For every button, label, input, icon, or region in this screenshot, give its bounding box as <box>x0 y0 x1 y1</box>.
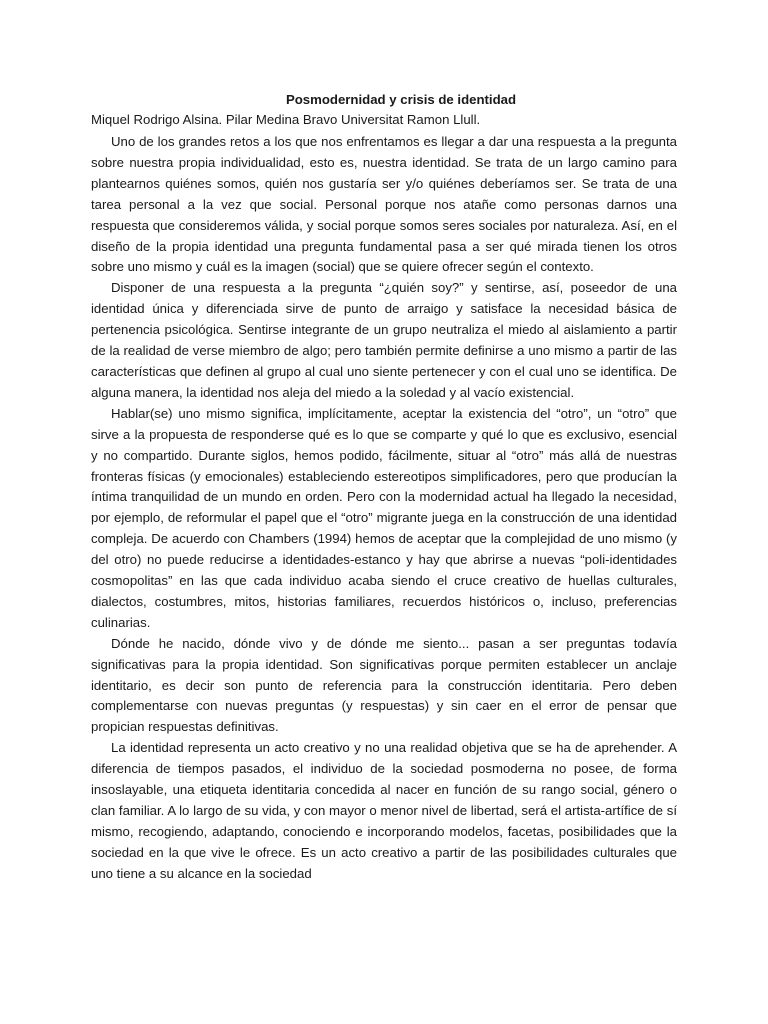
paragraph-1: Uno de los grandes retos a los que nos enfrentamos es llegar a dar una respuesta a la pregunta sobre nuestra propia individualidad, esto es, nuestra identidad. Se trata de un largo camino para plantearnos quiénes somos, quién nos gustaría ser y/o quiénes deberíamos ser. Se trata de una tarea personal a la vez que social. Personal porque nos atañe como personas darnos una respuesta que consideremos válida, y social porque somos seres sociales por naturaleza. Así, en el diseño de la propia identidad una pregunta fundamental pasa a ser qué mirada tienen los otros sobre uno mismo y cuál es la imagen (social) que se quiere ofrecer según el contexto. <box>91 134 677 275</box>
paragraph-4: Dónde he nacido, dónde vivo y de dónde me siento... pasan a ser preguntas todavía significativas para la propia identidad. Son significativas porque permiten establecer un anclaje identitario, es decir son punto de referencia para la construcción identitaria. Pero deben complementarse con nuevas preguntas (y respuestas) y sin caer en el error de pensar que propician respuestas definitivas. <box>91 635 677 735</box>
document-title: Posmodernidad y crisis de identidad <box>285 92 517 107</box>
document-page <box>91 90 677 885</box>
document-authors: Miquel Rodrigo Alsina. Pilar Medina Bravo Universitat Ramon Llull. <box>91 112 481 127</box>
paragraph-3: Hablar(se) uno mismo significa, implícitamente, aceptar la existencia del “otro”, un “otro” que sirve a la propuesta de responderse qué es lo que se comparte y qué lo que es exclusivo, esencial y no compartido. Durante siglos, hemos podido, fácilmente, situar al “otro” más allá de nuestras fronteras físicas (y emocionales) estableciendo estereotipos simplificadores, pero que producían la íntima tranquilidad de un mundo en orden. Pero con la modernidad actual ha llegado la necesidad, por ejemplo, de reformular el papel que el “otro” migrante juega en la construcción de una identidad compleja. De acuerdo con Chambers (1994) hemos de aceptar que la complejidad de uno mismo (y del otro) no puede reducirse a identidades-estanco y hay que abrirse a nuevas “poli-identidades cosmopolitas” en las que cada individuo acaba siendo el cruce creativo de huellas culturales, dialectos, costumbres, mitos, historias familiares, recuerdos históricos o, incluso, preferencias culinarias. <box>91 405 677 630</box>
paragraph-5: La identidad representa un acto creativo y no una realidad objetiva que se ha de aprehender. A diferencia de tiempos pasados, el individuo de la sociedad posmoderna no posee, de forma insoslayable, una etiqueta identitaria concedida al nacer en función de su rango social, género o clan familiar. A lo largo de su vida, y con mayor o menor nivel de libertad, será el artista-artífice de sí mismo, recogiendo, adaptando, conociendo e incorporando modelos, facetas, posibilidades que la sociedad en la que vive le ofrece. Es un acto creativo a partir de las posibilidades culturales que uno tiene a su alcance en la sociedad <box>91 740 677 881</box>
paragraph-2: Disponer de una respuesta a la pregunta “¿quién soy?” y sentirse, así, poseedor de una identidad única y diferenciada sirve de punto de arraigo y satisface la necesidad básica de pertenencia psicológica. Sentirse integrante de un grupo neutraliza el miedo al aislamiento a partir de la realidad de verse miembro de algo; pero también permite definirse a uno mismo a partir de las características que definen al grupo al cual uno siente pertenecer y con el cual uno se identifica. De alguna manera, la identidad nos aleja del miedo a la soledad y al vacío existencial. <box>91 280 677 400</box>
